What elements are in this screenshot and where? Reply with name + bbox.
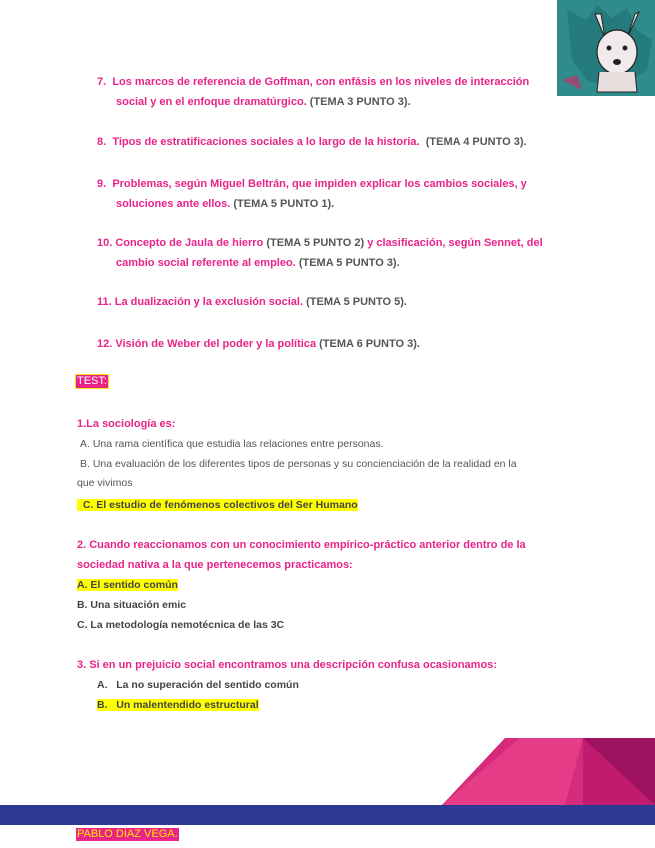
footer-bar: [0, 805, 655, 825]
topic-reference: (TEMA 4 PUNTO 3).: [425, 136, 527, 148]
topic-text: Visión de Weber del poder y la política: [115, 338, 317, 350]
question-3-title: 3. Si en un prejuicio social encontramos una descripción confusa ocasionamos:: [77, 659, 497, 671]
question-1-option-b-cont: que vivimos: [77, 477, 133, 489]
topic-text: Los marcos de referencia de Goffman, con enfásis en los niveles de interacción: [112, 76, 530, 88]
question-1-option-c-correct: [77, 495, 358, 515]
topic-item-9: [97, 174, 557, 214]
question-1-option-b: B. Una evaluación de los diferentes tipos de personas y su concienciación de la realidad en la: [80, 458, 517, 470]
topic-text: soluciones ante ellos.: [116, 198, 231, 210]
question-2-title-line1: 2. Cuando reaccionamos con un conocimiento empírico-práctico anterior dentro de la: [77, 539, 526, 551]
question-1-option-a: A. Una rama científica que estudia las relaciones entre personas.: [80, 438, 384, 450]
author-name: PABLO DÍAZ VEGA.: [77, 828, 178, 840]
question-3-option-a: A. La no superación del sentido común: [97, 679, 299, 691]
topic-number: 9.: [97, 178, 107, 190]
correct-answer-text: C. El estudio de fenómenos colectivos del Ser Humano: [82, 499, 358, 511]
topic-text: Problemas, según Miguel Beltrán, que impiden explicar los cambios sociales, y: [112, 178, 527, 190]
topic-text: cambio social referente al empleo.: [116, 257, 296, 269]
topic-reference: (TEMA 5 PUNTO 1).: [233, 198, 335, 210]
correct-answer-text: B. Un malentendido estructural: [97, 699, 259, 711]
question-1-title: 1.La sociología es:: [77, 418, 176, 430]
topic-reference: (TEMA 3 PUNTO 3).: [309, 96, 411, 108]
topic-number: 11.: [97, 296, 112, 308]
topic-item-8: [97, 132, 557, 152]
topic-reference: (TEMA 5 PUNTO 5).: [306, 296, 407, 308]
topic-reference: (TEMA 6 PUNTO 3).: [319, 338, 420, 350]
dog-logo-image: [557, 0, 655, 96]
topic-item-12: [97, 334, 557, 354]
question-2-option-a-correct: [77, 575, 178, 595]
topic-item-7: [97, 72, 557, 112]
question-2-option-b: B. Una situación emic: [77, 599, 187, 611]
topic-item-11: [97, 292, 557, 312]
topic-number: 10.: [97, 237, 113, 249]
topic-number: 7.: [97, 76, 107, 88]
topic-text: social y en el enfoque dramatúrgico.: [116, 96, 307, 108]
topic-reference: (TEMA 5 PUNTO 2): [266, 237, 365, 249]
topic-text: La dualización y la exclusión social.: [114, 296, 304, 308]
topic-text: y clasificación, según Sennet, del: [367, 237, 543, 249]
topic-number: 12.: [97, 338, 113, 350]
topic-reference: (TEMA 5 PUNTO 3).: [298, 257, 400, 269]
question-2-title-line2: sociedad nativa a la que pertenecemos practicamos:: [77, 559, 353, 571]
topic-item-10: [97, 233, 557, 273]
question-3-option-b-correct: [97, 695, 259, 715]
correct-answer-text: A. El sentido común: [77, 579, 178, 591]
test-heading: TEST:: [77, 375, 107, 387]
topic-text: Concepto de Jaula de hierro: [115, 237, 264, 249]
question-2-option-c: C. La metodología nemotécnica de las 3C: [77, 619, 285, 631]
topic-number: 8.: [97, 136, 107, 148]
topic-text: Tipos de estratificaciones sociales a lo largo de la historia.: [112, 136, 420, 148]
